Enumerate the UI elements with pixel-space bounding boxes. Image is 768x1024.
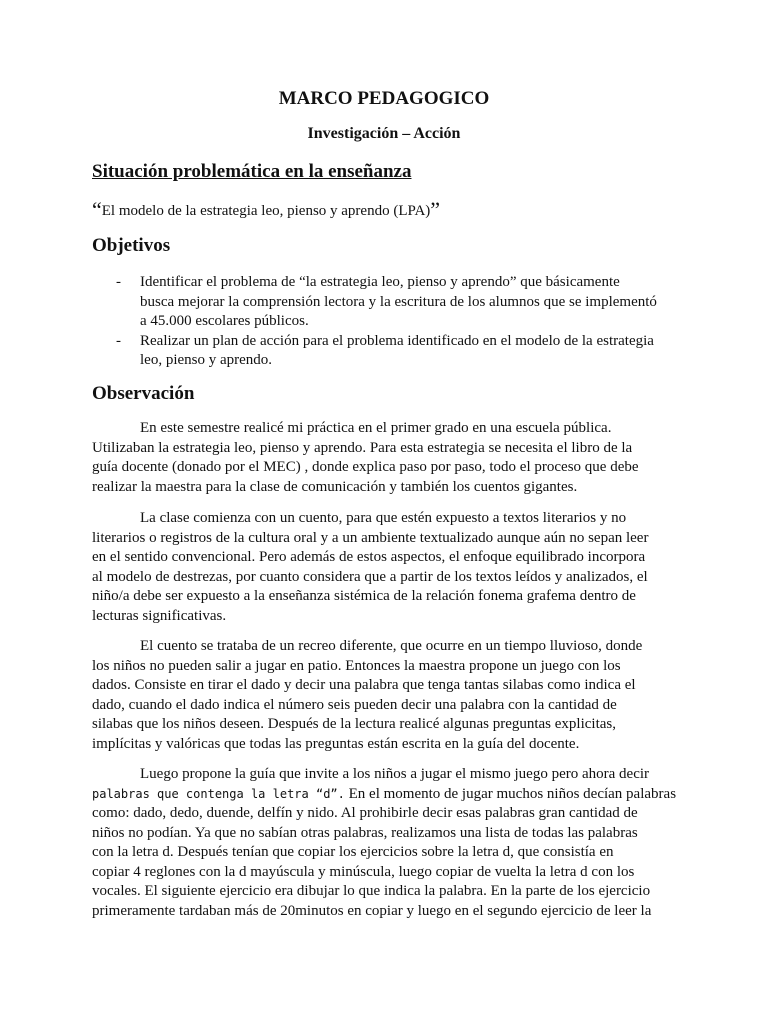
paragraph <box>92 419 682 497</box>
section-heading-objectives: Objetivos <box>92 235 171 256</box>
paragraph-line: lecturas significativas. <box>92 607 227 624</box>
open-quote-mark: “ <box>92 197 102 222</box>
paragraph-line: La clase comienza con un cuento, para que estén expuesto a textos literarios y no <box>140 510 627 526</box>
objectives-list <box>92 273 682 371</box>
paragraph <box>92 509 682 626</box>
paragraph-line: niños no podían. Ya que no sabían otras palabras, realizamos una lista de todas las palabras <box>92 824 638 841</box>
list-item-line: leo, pienso y aprendo. <box>140 352 273 368</box>
paragraph-line: guía docente (donado por el MEC) , donde explica paso por paso, todo el proceso que debe <box>92 459 639 475</box>
paragraph-line: literarios o registros de la cultura oral y a un ambiente textualizado aunque aún no sepan leer <box>92 529 649 546</box>
paragraph-line: dados. Consiste en tirar el dado y decir una palabra que tenga tantas silabas como indica el <box>92 677 636 693</box>
paragraph-line: con la letra d. Después tenían que copiar los ejercicios sobre la letra d, que consistía en <box>92 844 614 860</box>
paragraph-line: implícitas y valóricas que todas las preguntas están escrita en la guía del docente. <box>92 735 580 752</box>
list-item-line: Realizar un plan de acción para el problema identificado en el modelo de la estrategia <box>140 332 654 349</box>
page-subtitle: Investigación – Acción <box>307 125 461 142</box>
bullet-dash: - <box>116 332 121 349</box>
paragraph <box>92 637 682 754</box>
list-item-line: busca mejorar la comprensión lectora y la escritura de los alumnos que se implementó <box>140 293 657 310</box>
section-heading-problem: Situación problemática en la enseñanza <box>92 161 412 182</box>
paragraph-line: En este semestre realicé mi práctica en el primer grado en una escuela pública. <box>140 420 612 436</box>
paragraph-line: niño/a debe ser expuesto a la enseñanza sistémica de la relación fonema grafema dentro de <box>92 588 636 604</box>
paragraph-line: como: dado, dedo, duende, delfín y nido. Al prohibirle decir esas palabras gran cantidad de <box>92 805 638 821</box>
list-item-line: a 45.000 escolares públicos. <box>140 313 309 329</box>
list-item <box>92 273 682 332</box>
paragraph-line: vocales. El siguiente ejercicio era dibujar lo que indica la palabra. En la parte de los ejercicio <box>92 883 651 899</box>
paragraph-line: El cuento se trataba de un recreo diferente, que ocurre en un tiempo lluvioso, donde <box>140 638 643 654</box>
list-item <box>92 332 682 371</box>
paragraph-line: realizar la maestra para la clase de comunicación y también los cuentos gigantes. <box>92 478 578 495</box>
paragraph-line: Utilizaban la estrategia leo, pienso y aprendo. Para esta estrategia se necesita el libro de la <box>92 439 633 456</box>
paragraph-line: silabas que los niños deseen. Después de la lectura realicé algunas preguntas explicitas, <box>92 716 616 732</box>
paragraph <box>92 765 682 921</box>
paragraph-line: los niños no pueden salir a jugar en patio. Entonces la maestra propone un juego con los <box>92 657 621 674</box>
page-title: MARCO PEDAGOGICO <box>278 88 490 109</box>
paragraph-line: copiar 4 reglones con la d mayúscula y minúscula, luego copiar de vuelta la letra d con los <box>92 863 635 880</box>
paragraph-line: en el sentido convencional. Pero además de estos aspectos, el enfoque equilibrado incorpora <box>92 549 646 565</box>
problem-statement <box>92 197 441 222</box>
paragraph-line: al modelo de destrezas, por cuanto considera que a partir de los textos leídos y analizados, el <box>92 568 648 585</box>
monospace-phrase: palabras que contenga la letra “d”. <box>92 786 345 801</box>
list-item-line: Identificar el problema de “la estrategia leo, pienso y aprendo” que básicamente <box>140 274 620 290</box>
paragraph-line: dado, cuando el dado indica el número seis pueden decir una palabra con la cantidad de <box>92 696 617 713</box>
close-quote-mark: ” <box>430 197 441 222</box>
problem-statement-text: El modelo de la estrategia leo, pienso y aprendo (LPA) <box>101 203 431 219</box>
paragraph-line: Luego propone la guía que invite a los niños a jugar el mismo juego pero ahora decir <box>140 766 650 782</box>
section-heading-observation: Observación <box>92 383 195 404</box>
paragraph-line: primeramente tardaban más de 20minutos en copiar y luego en el segundo ejercicio de leer la <box>92 902 652 919</box>
bullet-dash: - <box>116 274 121 290</box>
paragraph-line: palabras que contenga la letra “d”. En el momento de jugar muchos niños decían palabras <box>92 785 677 802</box>
